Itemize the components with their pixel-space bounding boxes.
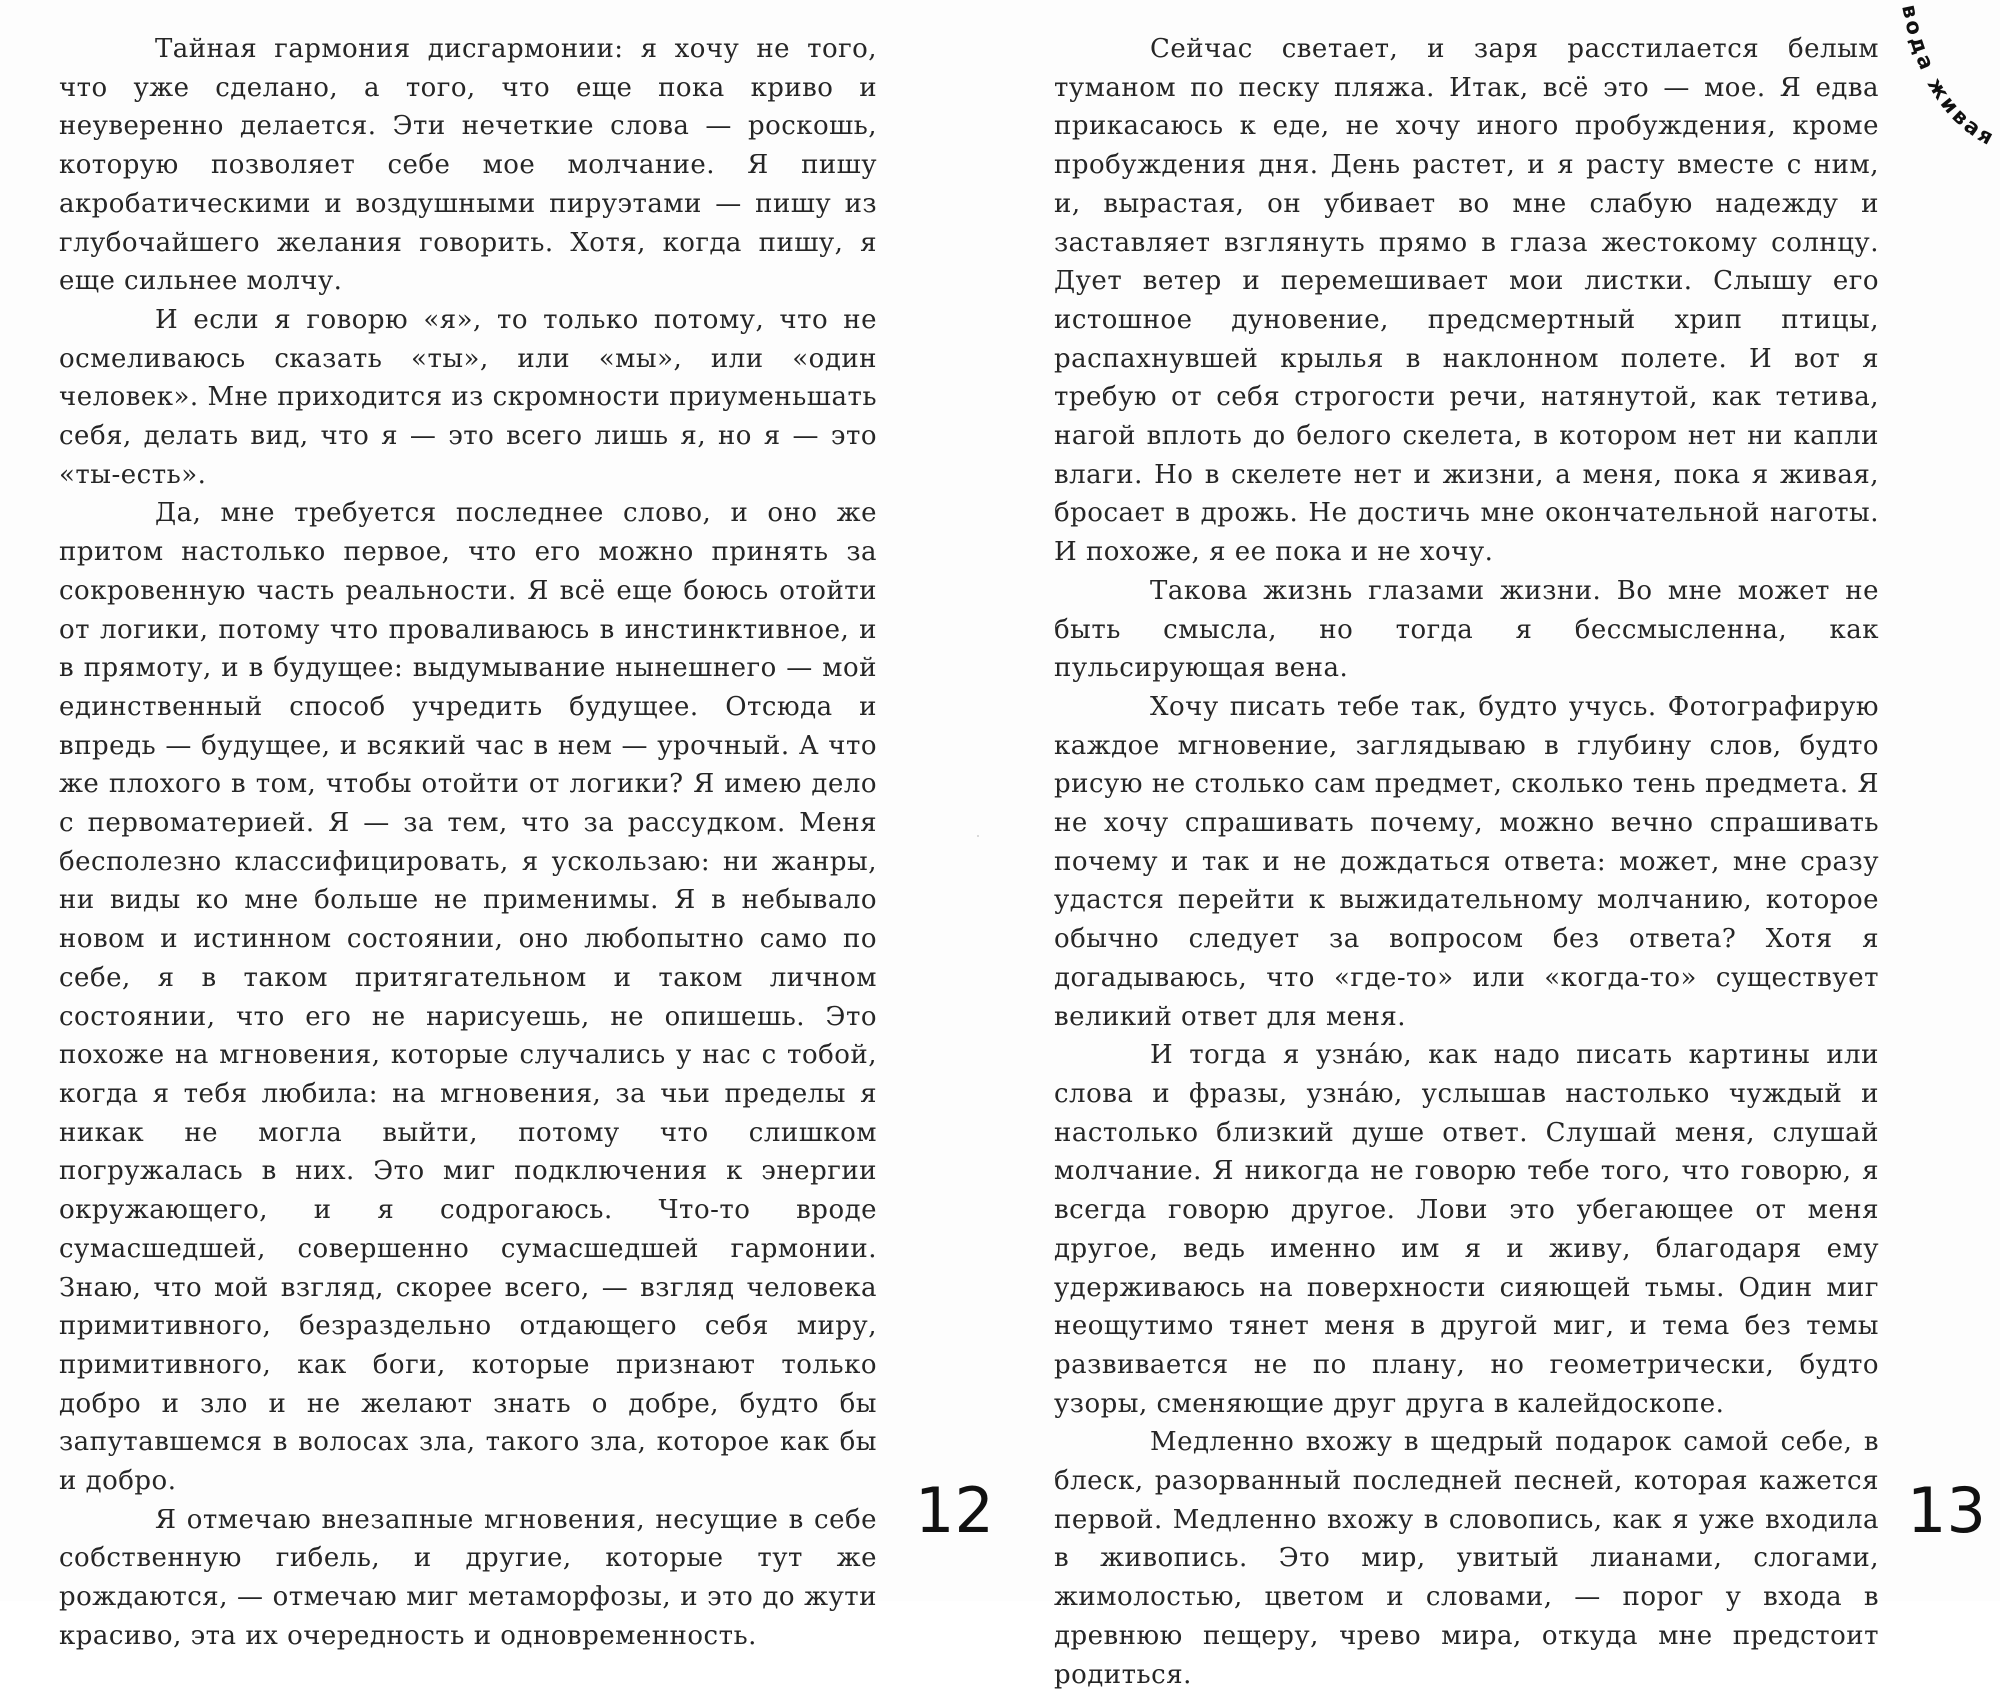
left-paragraph-2: И если я говорю «я», то только потому, что не осмеливаюсь сказать «ты», или «мы», или «один человек». Мне приходится из скромности приуменьшать себя, делать вид, что я — это всего лишь я, но я — это «ты-есть». bbox=[59, 304, 877, 490]
right-paragraph-5: Медленно вхожу в щедрый подарок самой себе, в блеск, разорванный последней песней, которая кажется первой. Медленно вхожу в словопись, как я уже входила в живопись. Это мир, увитый лианами, слогами, жимолостью, цветом и словами, — порог у входа в древнюю пещеру, чрево мира, откуда мне предстоит родиться. bbox=[1054, 1427, 1879, 1690]
svg-text:вода живая bbox=[1897, 2, 2000, 151]
series-title-text: вода живая bbox=[1897, 2, 2000, 151]
left-paragraph-4: Я отмечаю внезапные мгновения, несущие в себе собственную гибель, и другие, которые тут же рождаются, — отмечаю миг метаморфозы, и это до жути красиво, эта их очередность и одновременность. bbox=[59, 1504, 877, 1651]
right-paragraph-2: Такова жизнь глазами жизни. Во мне может не быть смысла, но тогда я бессмысленна, как пульсирующая вена. bbox=[1054, 575, 1879, 684]
gutter-mark bbox=[977, 835, 979, 837]
right-page-number: 13 bbox=[1907, 1474, 1986, 1547]
left-paragraph-1: Тайная гармония дисгармонии: я хочу не того, что уже сделано, а того, что еще пока криво и неуверенно делается. Эти нечеткие слова — роскошь, которую позволяет себе мое молчание. Я пишу акробатическими и воздушными пируэтами — пишу из глубочайшего желания говорить. Хотя, когда пишу, я еще сильнее молчу. bbox=[59, 34, 877, 297]
series-title bbox=[1888, 2, 2000, 152]
right-paragraph-3: Хочу писать тебе так, будто учусь. Фотографирую каждое мгновение, заглядываю в глубину слов, будто рисую не столько сам предмет, сколько тень предмета. Я не хочу спрашивать почему, можно вечно спрашивать почему и так и не дождаться ответа: может, мне сразу удастся перейти к выжидательному молчанию, которое обычно следует за вопросом без ответа? Хотя я догадываюсь, что «где-то» или «когда-то» существует великий ответ для меня. bbox=[1054, 691, 1879, 1032]
left-paragraph-3: Да, мне требуется последнее слово, и оно же притом настолько первое, что его можно принять за сокровенную часть реальности. Я всё еще боюсь отойти от логики, потому что проваливаюсь в инстинктивное, и в прямоту, и в будущее: выдумывание нынешнего — мой единственный способ учредить будущее. Отсюда и впредь — будущее, и всякий час в нем — урочный. А что же плохого в том, чтобы отойти от логики? Я имею дело с первоматерией. Я — за тем, что за рассудком. Меня бесполезно классифицировать, я ускользаю: ни жанры, ни виды ко мне больше не применимы. Я в небывало новом и истинном состоянии, оно любопытно само по себе, я в таком притягательном и таком личном состоянии, что его не нарисуешь, не опишешь. Это похоже на мгновения, которые случались у нас с тобой, когда я тебя любила: на мгновения, за чьи пределы я никак не могла выйти, потому что слишком погружалась в них. Это миг подключения к энергии окружающего, и я содрогаюсь. Что-то вроде сумасшедшей, совершенно сумасшедшей гармонии. Знаю, что мой взгляд, скорее всего, — взгляд человека примитивного, безраздельно отдающего себя миру, примитивного, как боги, которые признают только добро и зло и не желают знать о добре, будто бы запутавшемся в волосах зла, такого зла, которое как бы и добро. bbox=[59, 498, 877, 1497]
right-page bbox=[1054, 30, 1879, 1694]
right-paragraph-1: Сейчас светает, и заря расстилается белым туманом по песку пляжа. Итак, всё это — мое. Я едва прикасаюсь к еде, не хочу иного пробуждения, кроме пробуждения дня. День растет, и я расту вместе с ним, и, вырастая, он убивает во мне слабую надежду и заставляет взглянуть прямо в глаза жестокому солнцу. Дует ветер и перемешивает мои листки. Слышу его истошное дуновение, предсмертный хрип птицы, распахнувшей крылья в наклонном полете. И вот я требую от себя строгости речи, натянутой, как тетива, нагой вплоть до белого скелета, в котором нет ни капли влаги. Но в скелете нет и жизни, а меня, пока я живая, бросает в дрожь. Не достичь мне окончательной наготы. И похоже, я ее пока и не хочу. bbox=[1054, 34, 1879, 568]
left-page-number: 12 bbox=[915, 1474, 994, 1547]
right-paragraph-4: И тогда я узна́ю, как надо писать картины или слова и фразы, узна́ю, услышав настолько чуждый и настолько близкий душе ответ. Слушай меня, слушай молчание. Я никогда не говорю тебе того, что говорю, я всегда говорю другое. Лови это убегающее от меня другое, ведь именно им я и живу, благодаря ему удерживаюсь на поверхности сияющей тьмы. Один миг неощутимо тянет меня в другой миг, и тема без темы развивается не по плану, но геометрически, будто узоры, сменяющие друг друга в калейдоскопе. bbox=[1054, 1040, 1879, 1419]
left-page bbox=[59, 30, 877, 1656]
